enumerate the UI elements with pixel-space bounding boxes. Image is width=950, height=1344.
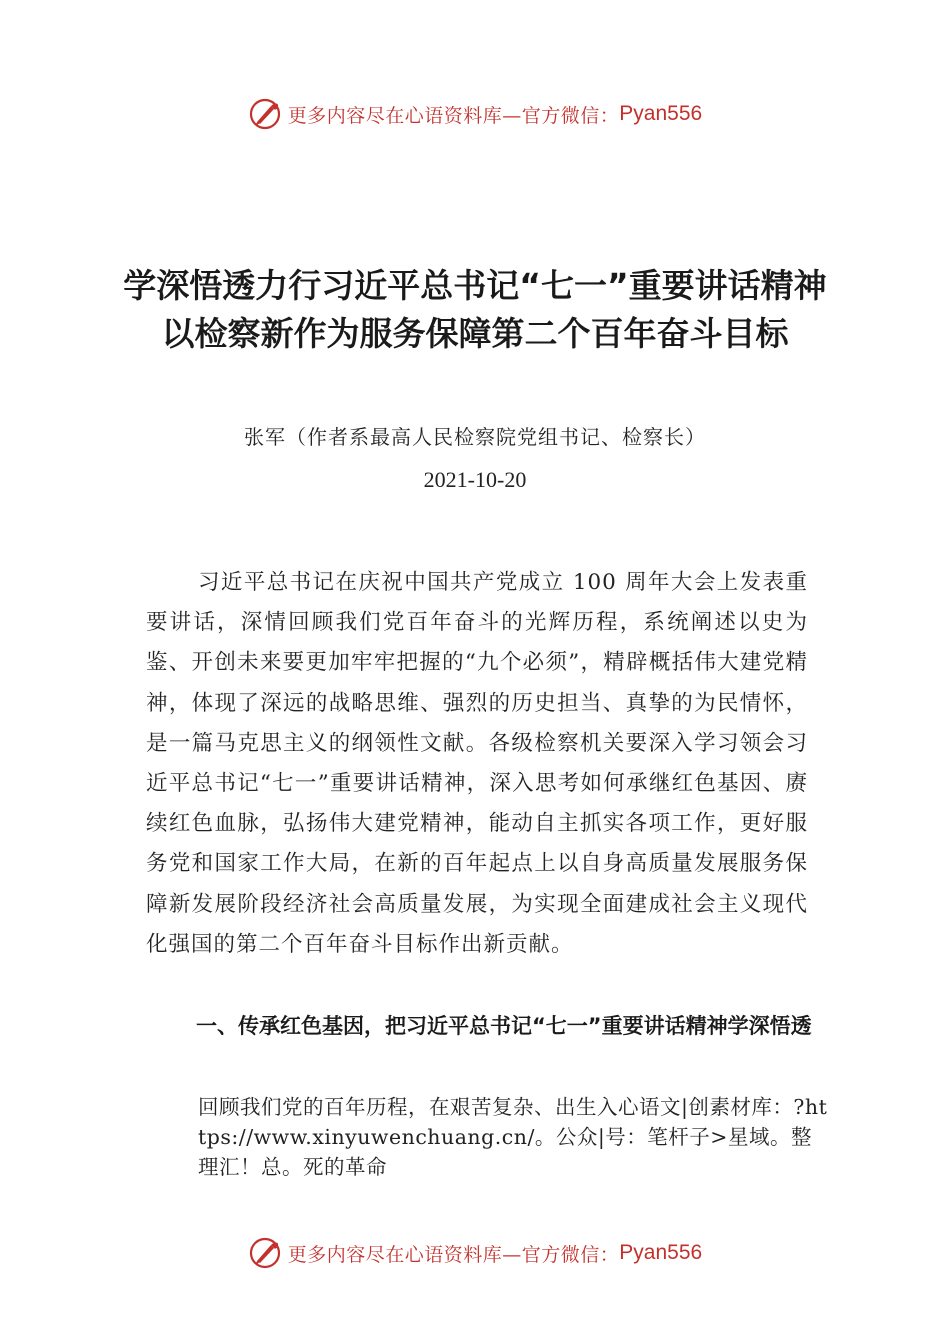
section-heading: 一、传承红色基因，把习近平总书记“七一”重要讲话精神学深悟透 [196, 1014, 812, 1038]
body-paragraph-2: 回顾我们党的百年历程，在艰苦复杂、出生入心语文|创素材库：?https://www.xinyuwenchuang.cn/。公众|号：笔杆子>星域。整理汇！总。死的革命 [198, 1095, 828, 1179]
banner-text: 更多内容尽在心语资料库—官方微信： [287, 1243, 620, 1266]
article-author: 张军（作者系最高人民检察院党组书记、检察长） [244, 425, 706, 449]
quill-pen-logo-icon [248, 1236, 282, 1270]
footer-banner [0, 1233, 950, 1273]
banner-text: 更多内容尽在心语资料库—官方微信： [287, 104, 620, 127]
quill-pen-logo-icon [248, 97, 282, 131]
article-title: 学深悟透力行习近平总书记“七一”重要讲话精神以检察新作为服务保障第二个百年奋斗目标 [123, 266, 827, 353]
header-banner [0, 94, 950, 134]
article-date: 2021-10-20 [423, 467, 527, 492]
banner-wechat-id: Pyan556 [619, 1241, 703, 1264]
body-paragraph: 习近平总书记在庆祝中国共产党成立 100 周年大会上发表重要讲话，深情回顾我们党百年奋斗的光辉历程，系统阐述以史为鉴、开创未来要更加牢牢把握的“九个必须”，精辟概括伟大建党精神，体现了深远的战略思维、强烈的历史担当、真挚的为民情怀，是一篇马克思主义的纲领性文献。各级检察机关要深入学习领会习近平总书记“七一”重要讲话精神，深入思考如何承继红色基因、赓续红色血脉，弘扬伟大建党精神，能动自主抓实各项工作，更好服务党和国家工作大局，在新的百年起点上以自身高质量发展服务保障新发展阶段经济社会高质量发展，为实现全面建成社会主义现代化强国的第二个百年奋斗目标作出新贡献。 [146, 570, 808, 957]
banner-wechat-id: Pyan556 [619, 102, 703, 125]
